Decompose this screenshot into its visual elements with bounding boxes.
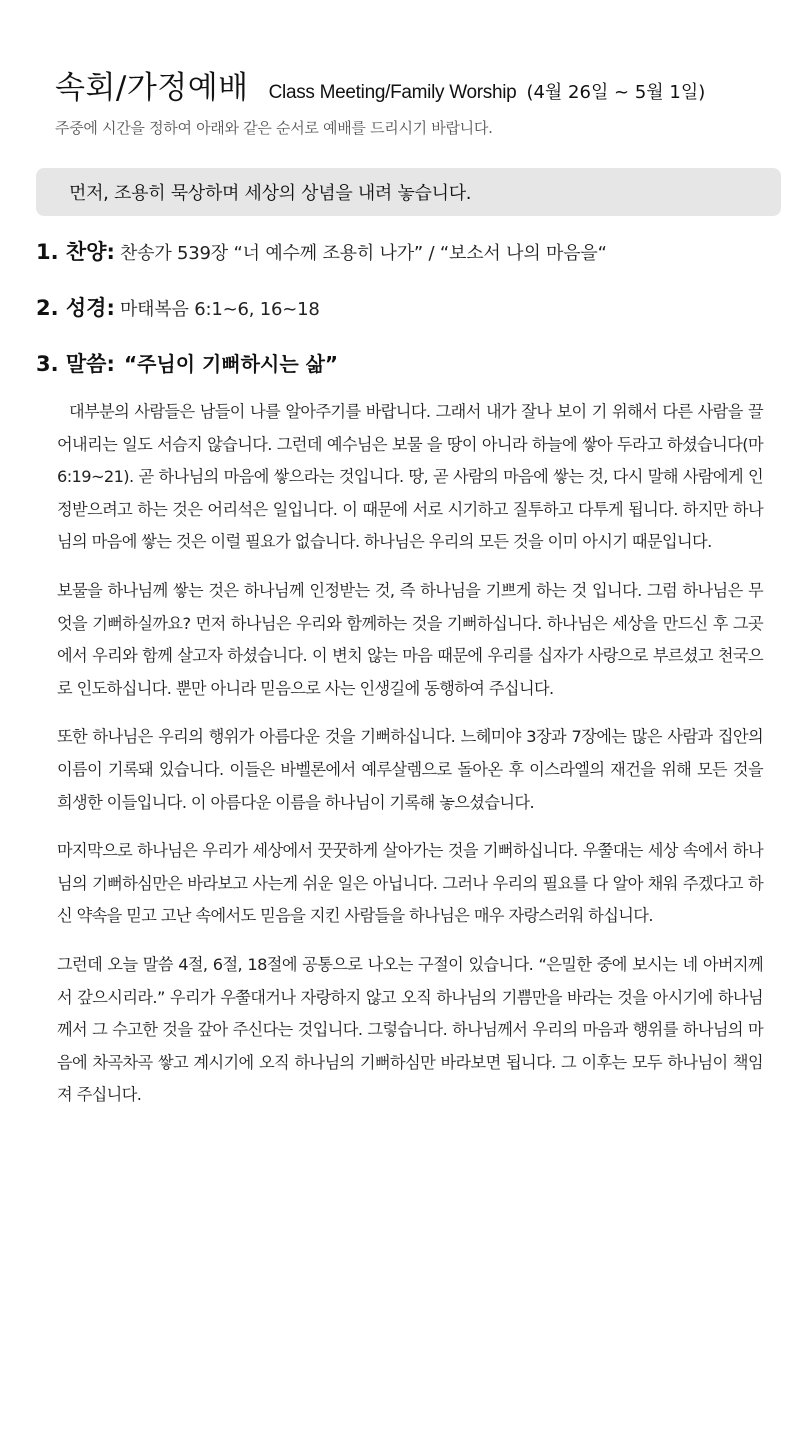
page-title-english: Class Meeting/Family Worship	[268, 82, 517, 103]
section-sermon-heading	[36, 348, 338, 378]
sermon-paragraph: 대부분의 사람들은 남들이 나를 알아주기를 바랍니다. 그래서 내가 잘나 보이 기 위해서 다른 사람을 끌어내리는 일도 서슴지 않습니다. 그런데 예수님은 보물 을 땅이 아니라 하늘에 쌓아 두라고 하셨습니다(마 6:19~21). 곧 하나님의 마음에 쌓으라는 것입니다. 땅, 곧 사람의 마음에 쌓는 것, 다시 말해 사람에게 인정받으려고 하는 것은 어리석은 일입니다. 이 때문에 서로 시기하고 질투하고 다투게 됩니다. 하지만 하나님의 마음에 쌓는 것은 이럴 필요가 없습니다. 하나님은 우리의 모든 것을 이미 아시기 때문입니다.	[57, 402, 763, 552]
page-title: 속회/가정예배	[55, 70, 249, 106]
title-line	[55, 62, 780, 107]
header	[55, 62, 780, 138]
sermon-body	[57, 396, 763, 1128]
meditation-banner-text: 먼저, 조용히 묵상하며 세상의 상념을 내려 놓습니다.	[69, 183, 472, 204]
sermon-label: 3. 말씀:	[36, 352, 115, 376]
sermon-paragraph: 마지막으로 하나님은 우리가 세상에서 꿋꿋하게 살아가는 것을 기뻐하십니다. 우쭐대는 세상 속에서 하나님의 기뻐하심만은 바라보고 사는게 쉬운 일은 아닙니다. 그러나 우리의 필요를 다 알아 채워 주겠다고 하신 약속을 믿고 고난 속에서도 믿음을 지킨 사람들을 하나님은 매우 자랑스러워 하십니다.	[57, 841, 763, 926]
hymn-label: 1. 찬양:	[36, 240, 115, 264]
scripture-label: 2. 성경:	[36, 296, 115, 320]
section-scripture	[36, 292, 320, 322]
meditation-banner	[36, 168, 781, 216]
section-hymn	[36, 236, 607, 266]
sermon-paragraph: 보물을 하나님께 쌓는 것은 하나님께 인정받는 것, 즉 하나님을 기쁘게 하는 것 입니다. 그럼 하나님은 무엇을 기뻐하실까요? 먼저 하나님은 우리와 함께하는 것을 기뻐하십니다. 하나님은 세상을 만드신 후 그곳에서 우리와 함께 살고자 하셨습니다. 이 변치 않는 마음 때문에 우리를 십자가 사랑으로 부르셨고 천국으로 인도하십니다. 뿐만 아니라 믿음으로 사는 인생길에 동행하여 주십니다.	[57, 580, 763, 698]
scripture-text: 마태복음 6:1~6, 16~18	[119, 299, 320, 320]
sermon-paragraph: 또한 하나님은 우리의 행위가 아름다운 것을 기뻐하십니다. 느헤미야 3장과 7장에는 많은 사람과 집안의 이름이 기록돼 있습니다. 이들은 바벨론에서 예루살렘으로 돌아온 후 이스라엘의 재건을 위해 모든 것을 희생한 이들입니다. 이 아름다운 이름을 하나님이 기록해 놓으셨습니다.	[57, 727, 763, 812]
page-subtitle: 주중에 시간을 정하여 아래와 같은 순서로 예배를 드리시기 바랍니다.	[55, 119, 493, 137]
date-range: (4월 26일 ~ 5월 1일)	[526, 82, 706, 103]
sermon-title: “주님이 기뻐하시는 삶”	[123, 352, 339, 376]
hymn-text: 찬송가 539장 “너 예수께 조용히 나가” / “보소서 나의 마음을“	[119, 243, 607, 264]
sermon-paragraph: 그런데 오늘 말씀 4절, 6절, 18절에 공통으로 나오는 구절이 있습니다. “은밀한 중에 보시는 네 아버지께서 갚으시리라.” 우리가 우쭐대거나 자랑하지 않고 오직 하나님의 기쁨만을 바라는 것을 아시기에 하나님께서 그 수고한 것을 갚아 주신다는 것입니다. 그렇습니다. 하나님께서 우리의 마음과 행위를 하나님의 마음에 차곡차곡 쌓고 계시기에 오직 하나님의 기뻐하심만 바라보면 됩니다. 그 이후는 모두 하나님이 책임져 주십니다.	[57, 954, 763, 1105]
